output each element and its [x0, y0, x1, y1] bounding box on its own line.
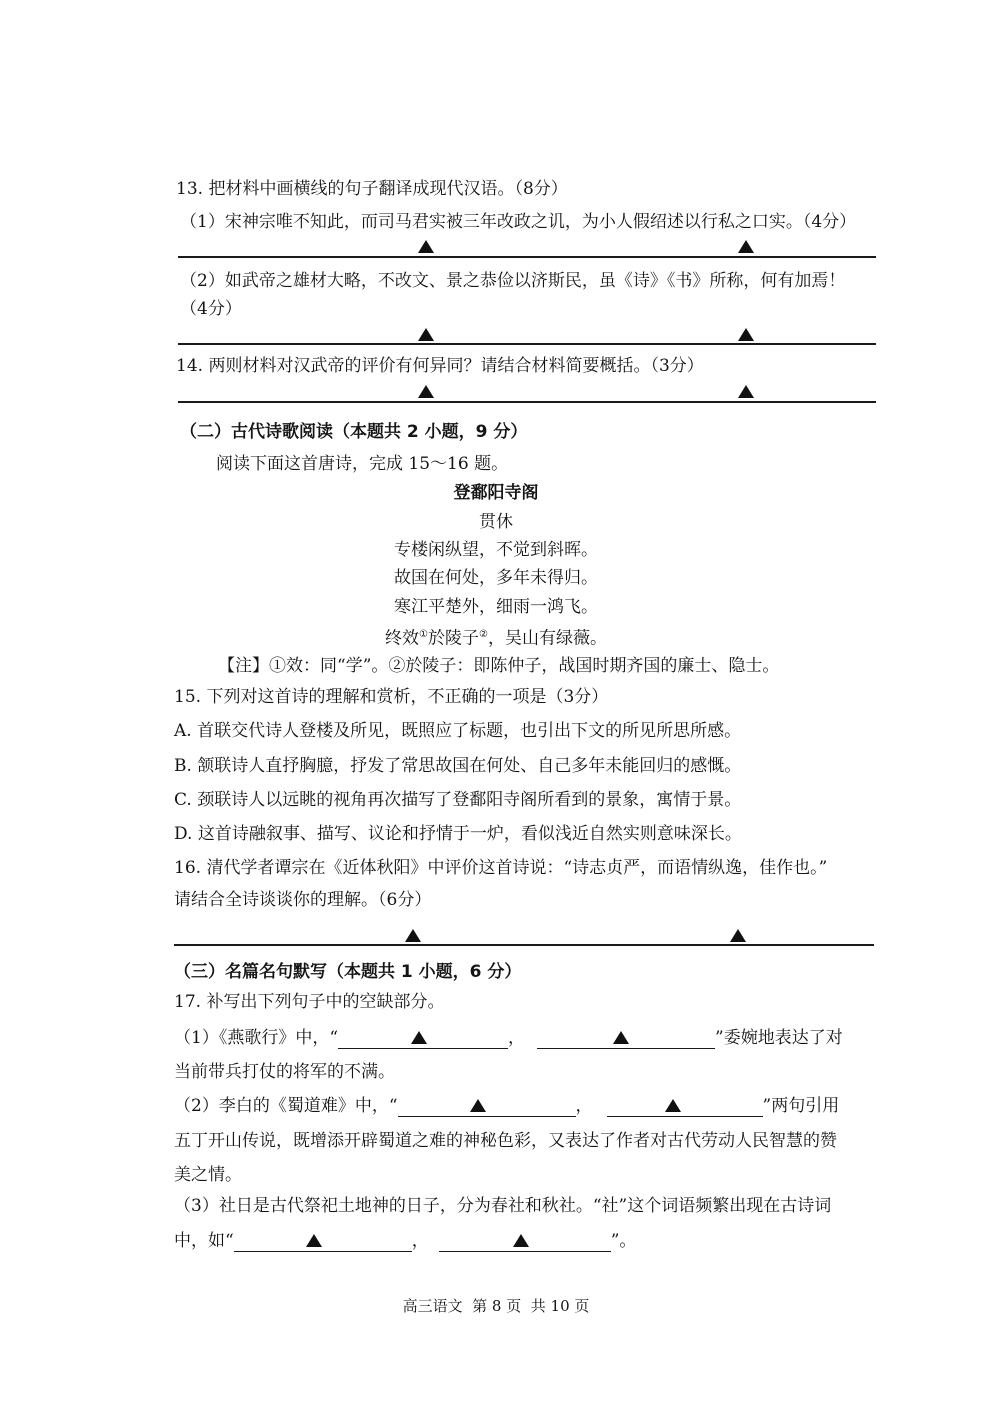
q15-option-a[interactable]: A. 首联交代诗人登楼及所见，既照应了标题，也引出下文的所见所思所感。 [174, 721, 742, 741]
note-marker: ② [479, 629, 488, 640]
q13-title: 13. 把材料中画横线的句子翻译成现代汉语。（8分） [176, 179, 568, 199]
poem-line [0, 624, 992, 650]
answer-marker-icon [613, 1031, 629, 1044]
comma: ， [508, 1028, 526, 1048]
q16-line2: 请结合全诗谈谈你的理解。（6分） [174, 890, 432, 910]
fill-blank[interactable] [234, 1231, 412, 1252]
answer-marker-icon [738, 385, 754, 398]
fill-blank[interactable] [439, 1231, 611, 1252]
answer-marker-icon [405, 929, 421, 942]
poem-line: 寒江平楚外，细雨一鸿飞。 [394, 597, 598, 617]
q17-item3-prefix: 中，如“ [174, 1231, 234, 1251]
answer-marker-icon [738, 328, 754, 341]
q17-item3-line1: （3）社日是古代祭祀土地神的日子，分为春社和秋社。“社”这个词语频繁出现在古诗词 [174, 1196, 832, 1216]
q14-title: 14. 两则材料对汉武帝的评价有何异同？请结合材料简要概括。（3分） [176, 356, 704, 376]
poem-title: 登鄱阳寺阁 [453, 483, 539, 503]
comma: ， [411, 1231, 429, 1251]
answer-marker-icon [513, 1234, 529, 1247]
page-footer: 高三语文 第 8 页 共 10 页 [402, 1297, 590, 1315]
answer-marker-icon [418, 240, 434, 253]
q17-item2-line2: 五丁开山传说，既增添开辟蜀道之难的神秘色彩，又表达了作者对古代劳动人民智慧的赞 [174, 1131, 837, 1151]
answer-line[interactable] [178, 256, 876, 258]
note-marker: ① [419, 629, 428, 640]
answer-marker-icon [411, 1031, 427, 1044]
q15-title: 15. 下列对这首诗的理解和赏析，不正确的一项是（3分） [174, 687, 609, 707]
answer-marker-icon [665, 1099, 681, 1112]
q17-item1 [174, 1027, 843, 1049]
section3-heading: （三）名篇名句默写（本题共 1 小题，6 分） [174, 962, 522, 982]
q17-item3 [174, 1230, 636, 1252]
q15-option-d[interactable]: D. 这首诗融叙事、描写、议论和抒情于一炉，看似浅近自然实则意味深长。 [174, 824, 742, 844]
poem-line-text: ，吴山有绿薇。 [487, 628, 607, 649]
answer-marker-icon [470, 1099, 486, 1112]
q17-item3-suffix: ”。 [610, 1231, 637, 1251]
q17-item1-line2: 当前带兵打仗的将军的不满。 [174, 1062, 395, 1082]
answer-marker-icon [418, 385, 434, 398]
answer-marker-icon [730, 929, 746, 942]
poem-line: 专楼闲纵望，不觉到斜晖。 [394, 540, 598, 560]
q17-item1-prefix: （1）《燕歌行》中，“ [174, 1028, 339, 1048]
q17-title: 17. 补写出下列句子中的空缺部分。 [174, 992, 445, 1012]
fill-blank[interactable] [338, 1028, 508, 1049]
poem-line-text: 於陵子 [428, 628, 479, 649]
answer-marker-icon [418, 328, 434, 341]
comma: ， [575, 1096, 593, 1116]
q13-part2: （2）如武帝之雄材大略，不改文、景之恭俭以济斯民，虽《诗》《书》所称，何有加焉！ [180, 271, 846, 291]
q17-item1-suffix: ”委婉地表达了对 [715, 1028, 843, 1048]
q13-part2-score: （4分） [180, 299, 242, 319]
fill-blank[interactable] [607, 1096, 763, 1117]
poem-line-text: 终效 [385, 628, 420, 649]
answer-line[interactable] [174, 944, 874, 946]
q16-line1: 16. 清代学者谭宗在《近体秋阳》中评价这首诗说：“诗志贞严，而语情纵逸，佳作也。” [174, 858, 828, 878]
answer-line[interactable] [178, 401, 876, 403]
q17-item2 [174, 1095, 839, 1117]
poem-line: 故国在何处，多年未得归。 [394, 568, 598, 588]
q15-option-c[interactable]: C. 颈联诗人以远眺的视角再次描写了登鄱阳寺阁所看到的景象，寓情于景。 [174, 790, 742, 810]
answer-marker-icon [738, 240, 754, 253]
section2-intro: 阅读下面这首唐诗，完成 15～16 题。 [216, 454, 509, 474]
answer-line[interactable] [178, 343, 876, 345]
q17-item2-suffix: ”两句引用 [762, 1096, 840, 1116]
section2-heading: （二）古代诗歌阅读（本题共 2 小题，9 分） [180, 422, 528, 442]
answer-marker-icon [306, 1234, 322, 1247]
fill-blank[interactable] [398, 1096, 576, 1117]
poet-name: 贯休 [479, 512, 513, 532]
fill-blank[interactable] [537, 1028, 715, 1049]
q13-part1: （1）宋神宗唯不知此，而司马君实被三年改政之讥，为小人假绍述以行私之口实。（4分） [180, 212, 857, 232]
q15-option-b[interactable]: B. 颔联诗人直抒胸臆，抒发了常思故国在何处、自己多年未能回归的感慨。 [174, 756, 742, 776]
q17-item2-prefix: （2）李白的《蜀道难》中，“ [174, 1096, 398, 1116]
q17-item2-line3: 美之情。 [174, 1165, 242, 1185]
poem-note: 【注】①效：同“学”。②於陵子：即陈仲子，战国时期齐国的廉士、隐士。 [218, 656, 780, 676]
